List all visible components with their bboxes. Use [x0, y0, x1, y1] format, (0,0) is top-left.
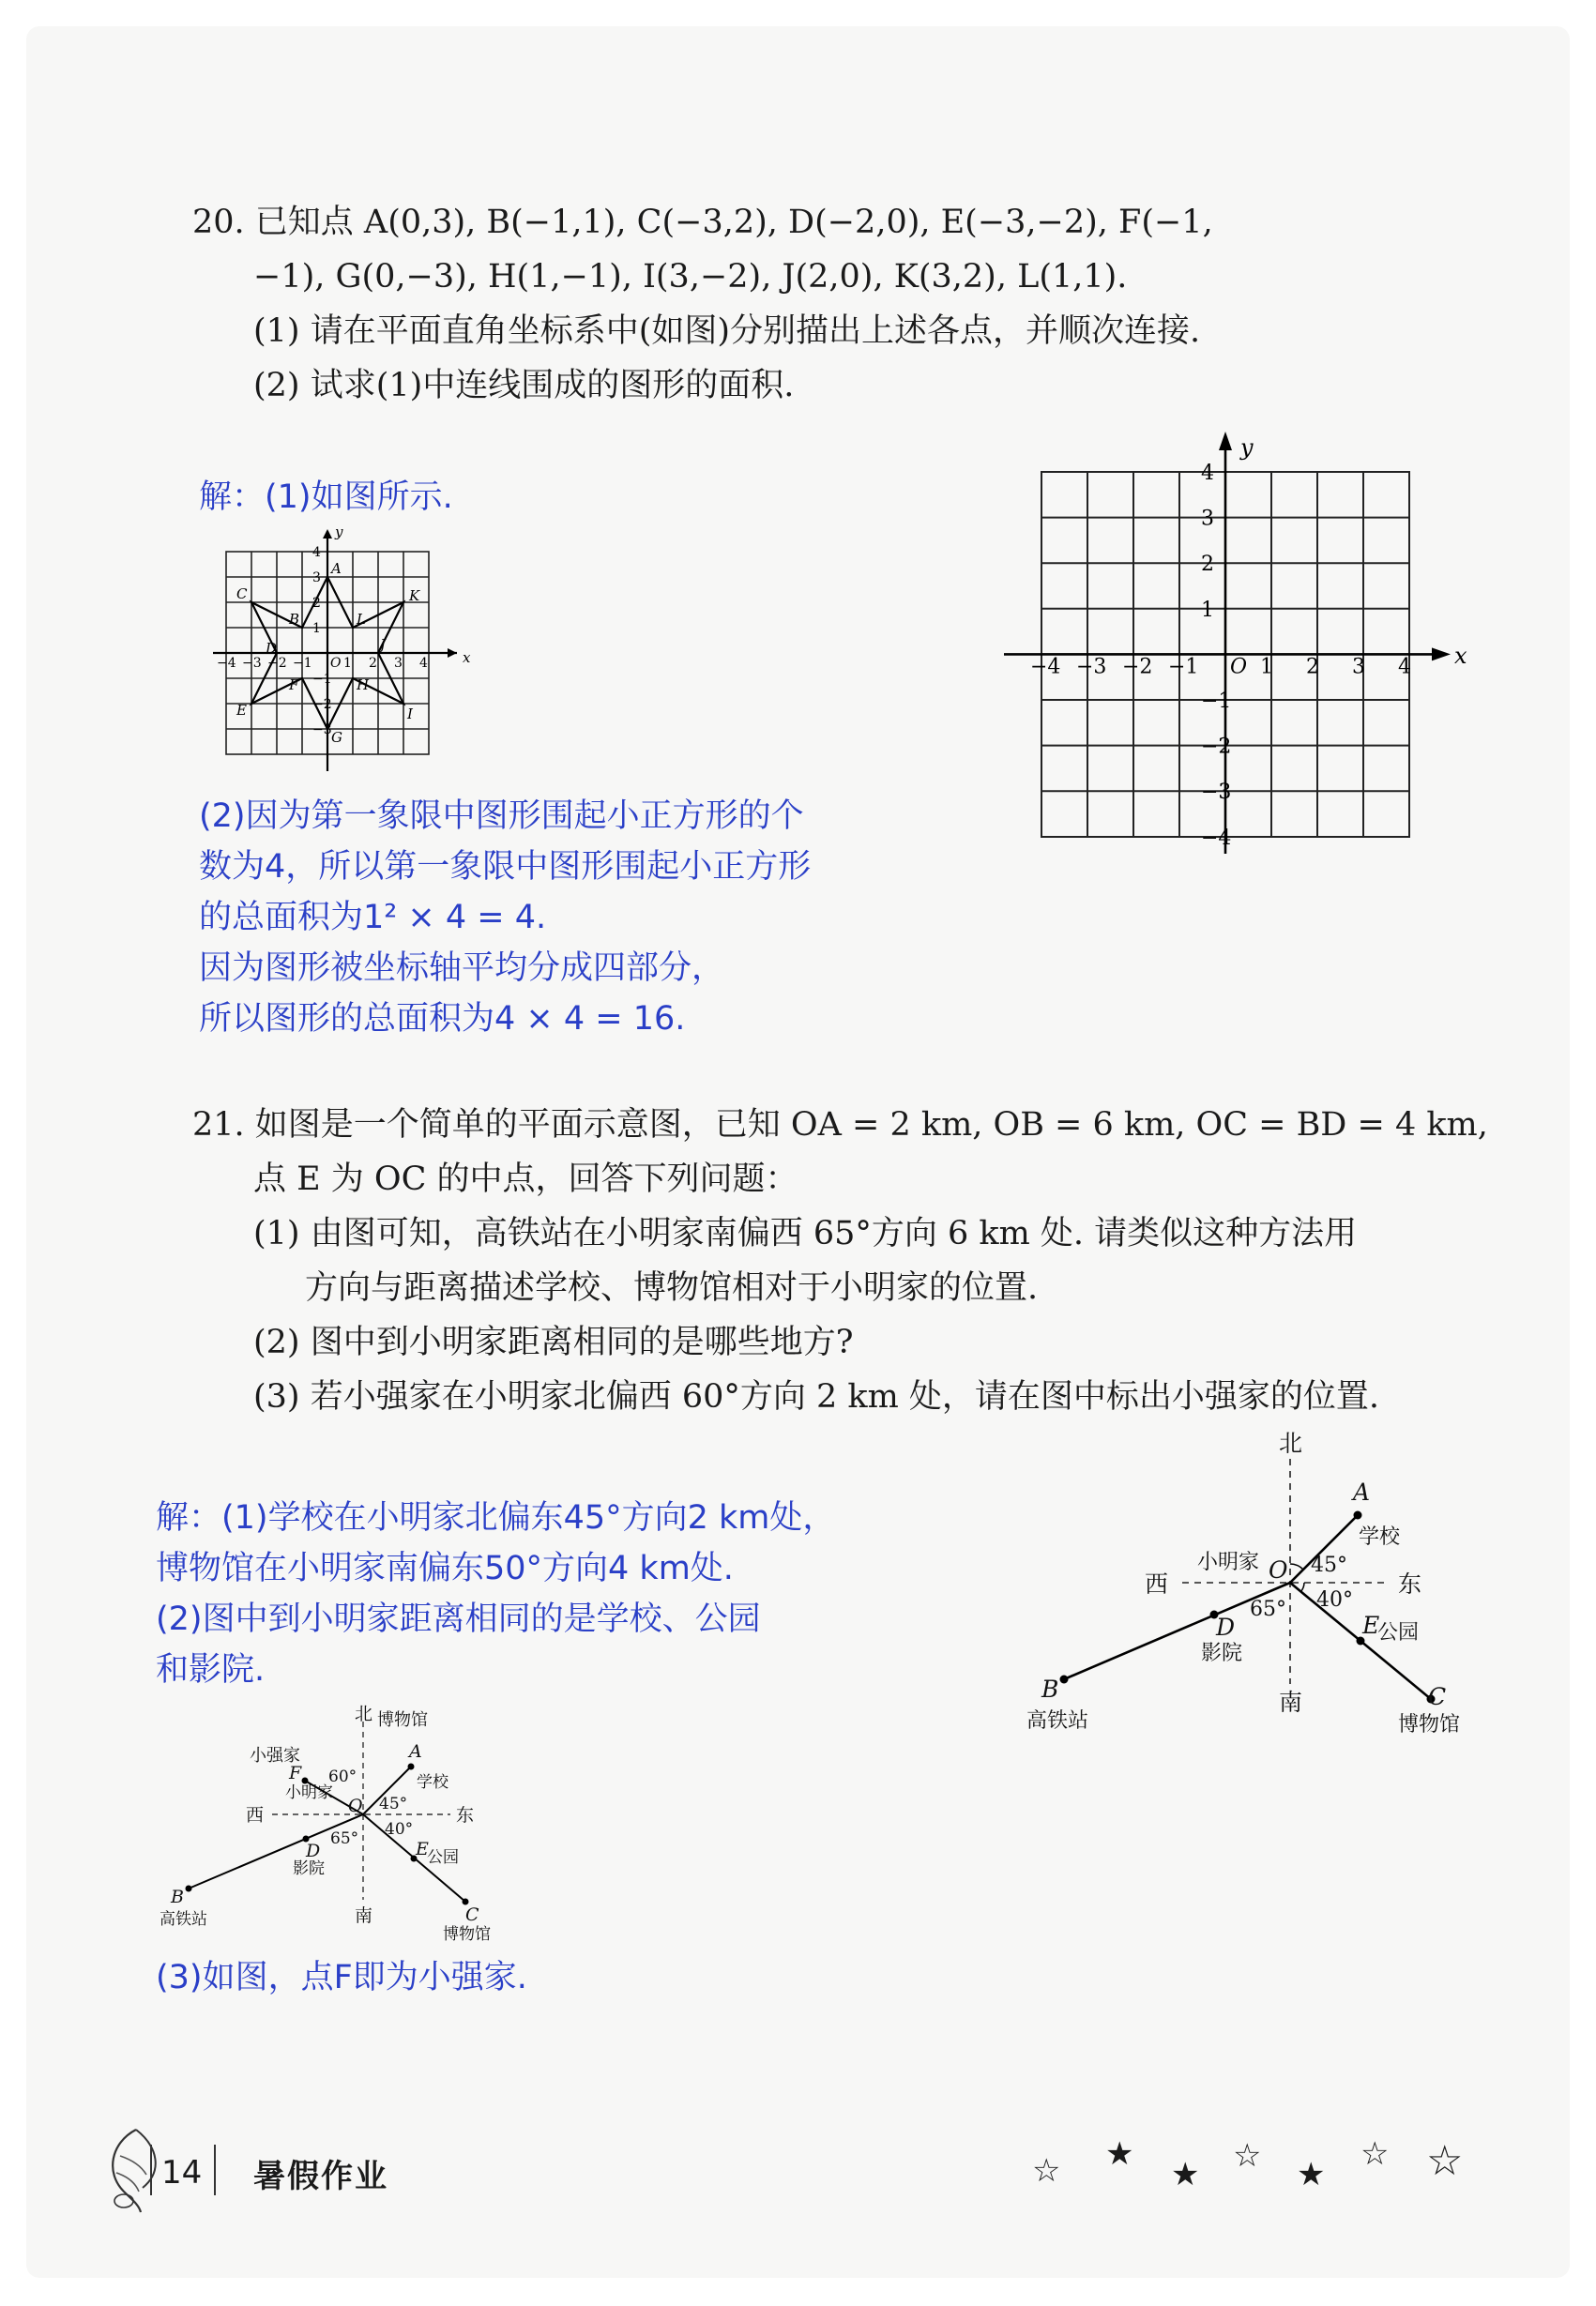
- big-map-e: E: [1362, 1612, 1380, 1639]
- small-y-tick: −3: [312, 722, 332, 737]
- q21-part2: (2) 图中到小明家距离相同的是哪些地方?: [253, 1324, 854, 1361]
- small-point-label-J: J: [380, 636, 387, 653]
- q20-part1: (1) 请在平面直角坐标系中(如图)分别描出上述各点，并顺次连接.: [253, 312, 1201, 350]
- small-map-origin: O: [348, 1796, 363, 1816]
- page-number: 14: [161, 2154, 203, 2192]
- small-x-tick: 3: [394, 656, 403, 671]
- small-map-angle-40: 40°: [385, 1820, 414, 1839]
- small-y-tick: 4: [312, 545, 321, 560]
- small-point-label-E: E: [236, 702, 247, 719]
- big-map-e-name: 公园: [1377, 1621, 1420, 1645]
- big-x-arrow: [1432, 647, 1451, 660]
- small-x-tick: −2: [267, 656, 287, 671]
- sol21-line1: 解：(1)学校在小明家北偏东45°方向2 km处，: [156, 1499, 836, 1537]
- sol20-line4: 因为图形被坐标轴平均分成四部分，: [199, 949, 725, 987]
- small-y-tick: −1: [312, 672, 332, 687]
- direction-map-question: [1013, 1431, 1501, 1754]
- sol20-line3: 的总面积为1² × 4 = 4.: [199, 899, 547, 936]
- small-map-west: 西: [246, 1805, 265, 1826]
- big-map-east: 东: [1398, 1570, 1422, 1598]
- big-map-north: 北: [1279, 1431, 1303, 1457]
- q21-part1a: (1) 由图可知，高铁站在小明家南偏西 65°方向 6 km 处. 请类似这种方法用: [253, 1215, 1358, 1252]
- small-map-c: C: [465, 1904, 479, 1925]
- big-map-a: A: [1353, 1479, 1371, 1506]
- q20-part2: (2) 试求(1)中连线围成的图形的面积.: [253, 367, 795, 404]
- big-map-south: 南: [1279, 1689, 1303, 1716]
- star-rating-row: [1032, 2128, 1482, 2203]
- small-map-angle-60: 60°: [328, 1767, 357, 1786]
- big-x-tick: −3: [1076, 655, 1107, 679]
- small-point-label-I: I: [407, 705, 413, 722]
- big-map-c: C: [1428, 1683, 1447, 1710]
- q20-line1: 20. 已知点 A(0,3), B(−1,1), C(−3,2), D(−2,0), E(−3,−2), F(−1,: [192, 204, 1213, 241]
- big-y-tick: −4: [1201, 826, 1232, 850]
- small-point-label-G: G: [331, 729, 342, 746]
- big-y-label: y: [1240, 434, 1254, 461]
- small-point-label-F: F: [289, 676, 299, 693]
- big-y-tick: 3: [1201, 507, 1214, 531]
- big-x-tick: 2: [1306, 655, 1319, 679]
- q21-part1b: 方向与距离描述学校、博物馆相对于小明家的位置.: [305, 1269, 1039, 1307]
- big-y-arrow: [1219, 432, 1232, 450]
- rating-star-6: ☆: [1360, 2135, 1390, 2173]
- big-y-tick: 1: [1201, 598, 1214, 622]
- small-origin-label: O: [330, 656, 342, 671]
- big-map-west: 西: [1145, 1570, 1169, 1598]
- sol20-line1: (2)因为第一象限中图形围起小正方形的个: [199, 797, 804, 835]
- direction-map-solution: [150, 1703, 544, 1947]
- small-x-tick: 2: [369, 656, 377, 671]
- small-point-label-A: A: [331, 560, 342, 577]
- big-map-b-name: 高铁站: [1026, 1709, 1089, 1733]
- small-map-north: 北: [355, 1704, 373, 1724]
- small-map-e: E: [416, 1839, 429, 1859]
- big-origin-label: O: [1230, 655, 1248, 679]
- big-x-tick: 1: [1260, 655, 1273, 679]
- small-point-label-D: D: [266, 640, 278, 657]
- small-y-tick: 1: [312, 621, 321, 636]
- small-map-e-name: 公园: [427, 1848, 459, 1867]
- sol21-line5: (3)如图，点F即为小强家.: [156, 1959, 527, 1996]
- sol20-line5: 所以图形的总面积为4 × 4 = 16.: [199, 1000, 686, 1038]
- small-point-label-L: L: [357, 611, 366, 628]
- big-map-angle-45: 45°: [1311, 1554, 1347, 1577]
- small-coordinate-figure: [211, 525, 483, 779]
- big-y-tick: 2: [1201, 553, 1214, 577]
- big-x-tick: −1: [1168, 655, 1199, 679]
- small-x-tick: 4: [419, 656, 428, 671]
- rating-star-5: ★: [1297, 2156, 1326, 2193]
- big-x-tick: −2: [1122, 655, 1153, 679]
- big-y-tick: −3: [1201, 781, 1232, 805]
- small-map-d-name: 影院: [293, 1859, 325, 1878]
- small-map-c-name: 博物馆: [443, 1925, 491, 1944]
- big-y-tick: 4: [1201, 462, 1214, 485]
- small-map-a: A: [409, 1741, 422, 1762]
- small-y-tick: 3: [312, 570, 321, 585]
- small-y-arrow: [323, 529, 332, 539]
- big-map-angle-40: 40°: [1316, 1588, 1353, 1612]
- big-map-home: 小明家: [1197, 1551, 1260, 1574]
- small-map-b: B: [171, 1887, 184, 1907]
- rating-star-1: ☆: [1032, 2152, 1061, 2190]
- big-y-tick: −1: [1201, 690, 1232, 713]
- q21-line1: 21. 如图是一个简单的平面示意图，已知 OA = 2 km, OB = 6 km, OC = BD = 4 km,: [192, 1106, 1488, 1144]
- big-map-d: D: [1216, 1614, 1236, 1641]
- small-map-b-name: 高铁站: [160, 1910, 207, 1929]
- big-x-tick: 4: [1398, 655, 1411, 679]
- rating-star-2: ★: [1105, 2135, 1134, 2173]
- big-map-origin: O: [1269, 1556, 1288, 1584]
- small-y-tick: −2: [312, 697, 332, 712]
- small-point-label-C: C: [236, 585, 248, 602]
- small-map-home: 小明家: [285, 1783, 333, 1802]
- big-x-tick: 3: [1352, 655, 1365, 679]
- rating-star-7: ☆: [1426, 2137, 1464, 2185]
- small-map-angle-45: 45°: [379, 1795, 408, 1813]
- sol21-line3: (2)图中到小明家距离相同的是学校、公园: [156, 1601, 761, 1638]
- small-x-tick: −1: [293, 656, 312, 671]
- big-y-tick: −2: [1201, 735, 1232, 759]
- sol20-line2: 数为4，所以第一象限中图形围起小正方形: [199, 848, 812, 886]
- big-map-d-name: 影院: [1201, 1642, 1243, 1665]
- small-y-tick: 2: [312, 596, 321, 611]
- big-map-a-name: 学校: [1359, 1525, 1401, 1549]
- small-x-tick: 1: [343, 656, 352, 671]
- small-map-f: F: [289, 1763, 302, 1783]
- small-map-north-tag: 博物馆: [377, 1710, 428, 1730]
- small-point-label-K: K: [409, 587, 420, 604]
- rating-star-4: ☆: [1233, 2137, 1262, 2175]
- rating-star-3: ★: [1171, 2156, 1200, 2193]
- small-map-angle-65: 65°: [330, 1829, 359, 1848]
- question-coordinate-grid: [995, 427, 1482, 868]
- small-map-f-name: 小强家: [250, 1746, 300, 1766]
- q20-line2: −1), G(0,−3), H(1,−1), I(3,−2), J(2,0), K(3,2), L(1,1).: [253, 258, 1128, 296]
- q21-part3: (3) 若小强家在小明家北偏西 60°方向 2 km 处，请在图中标出小强家的位置.: [253, 1378, 1380, 1416]
- big-map-angle-65: 65°: [1250, 1598, 1286, 1621]
- small-tick-labels: [217, 545, 428, 737]
- big-map-b: B: [1041, 1676, 1059, 1703]
- small-x-label: x: [463, 649, 471, 666]
- big-x-tick: −4: [1030, 655, 1061, 679]
- big-x-label: x: [1454, 643, 1467, 669]
- q21-line2: 点 E 为 OC 的中点，回答下列问题：: [253, 1161, 798, 1198]
- big-map-c-name: 博物馆: [1398, 1713, 1461, 1737]
- small-point-label-H: H: [357, 676, 370, 693]
- sol21-line4: 和影院.: [156, 1651, 266, 1689]
- small-x-tick: −3: [242, 656, 262, 671]
- small-x-arrow: [448, 648, 457, 658]
- small-y-label: y: [335, 525, 343, 540]
- book-title: 暑假作业: [253, 2158, 388, 2195]
- sol20-part1: 解：(1)如图所示.: [199, 478, 453, 516]
- small-map-d: D: [306, 1841, 321, 1861]
- small-x-tick: −4: [217, 656, 236, 671]
- small-map-east: 东: [456, 1805, 475, 1826]
- small-point-label-B: B: [289, 611, 300, 628]
- sol21-line2: 博物馆在小明家南偏东50°方向4 km处.: [156, 1550, 734, 1587]
- small-map-south: 南: [355, 1905, 373, 1926]
- small-map-a-name: 学校: [417, 1773, 448, 1792]
